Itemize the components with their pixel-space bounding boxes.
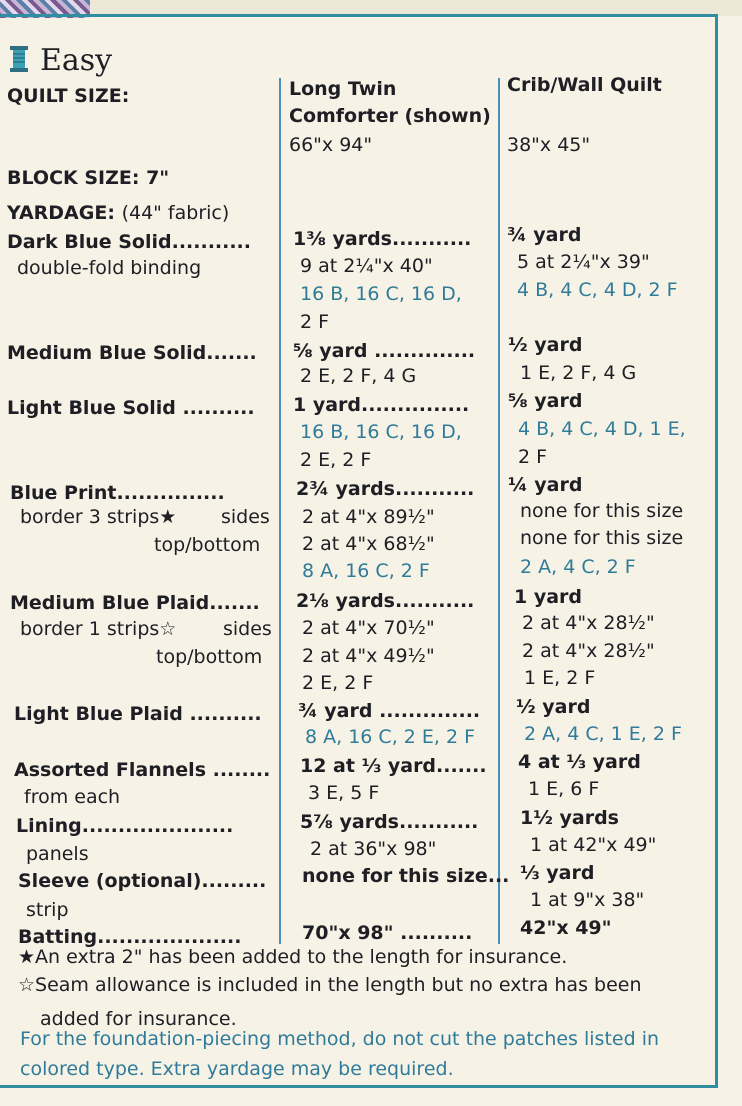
lining-c1-yardage: 5⅞ yards...........	[300, 811, 479, 833]
dark-blue-c2-cut: 5 at 2¼"x 39"	[517, 251, 650, 273]
medium-blue-c1-patches: 2 E, 2 F, 4 G	[300, 365, 417, 387]
medium-blue-c2-yardage: ½ yard	[508, 334, 583, 356]
flannels-label: Assorted Flannels ........	[14, 759, 271, 781]
light-blue-c2-patches-1: 4 B, 4 C, 4 D, 1 E,	[518, 418, 686, 440]
footnote-star: ★An extra 2" has been added to the length for insurance.	[18, 946, 568, 968]
light-plaid-c1-yardage: ¾ yard ..............	[298, 700, 481, 722]
blue-print-border-label: border 3 strips★	[20, 506, 177, 528]
thread-spool-icon	[8, 44, 30, 74]
blue-print-label: Blue Print...............	[10, 482, 225, 504]
dark-blue-sub: double-fold binding	[17, 257, 202, 279]
medium-plaid-label: Medium Blue Plaid.......	[10, 592, 260, 614]
batting-c2: 42"x 49"	[520, 917, 612, 939]
batting-c1: 70"x 98" ..........	[302, 922, 473, 944]
blue-print-c1-patches: 8 A, 16 C, 2 F	[302, 560, 430, 582]
col1-title-line1: Long Twin	[289, 78, 397, 100]
blue-print-c1-topbottom: 2 at 4"x 68½"	[302, 533, 435, 555]
medium-plaid-c2-yardage: 1 yard	[514, 586, 583, 608]
medium-plaid-c2-topbottom: 2 at 4"x 28½"	[522, 640, 655, 662]
dark-blue-c1-patches-2: 2 F	[300, 311, 330, 333]
light-blue-label: Light Blue Solid ..........	[7, 397, 255, 419]
light-blue-c2-yardage: ⅝ yard	[508, 390, 583, 412]
footnote-open-star-1: ☆Seam allowance is included in the length but no extra has been	[18, 974, 642, 996]
dark-blue-c1-yardage: 1⅜ yards...........	[293, 228, 472, 250]
sleeve-c1: none for this size...	[302, 865, 510, 887]
light-blue-c2-patches-2: 2 F	[518, 446, 548, 468]
dark-blue-c2-yardage: ¾ yard	[507, 224, 582, 246]
flannels-c1-patches: 3 E, 5 F	[308, 782, 380, 804]
sleeve-sub: strip	[26, 899, 69, 921]
col2-title: Crib/Wall Quilt	[507, 74, 662, 96]
medium-plaid-c2-patches: 1 E, 2 F	[524, 667, 596, 689]
yardage-label: YARDAGE: (44" fabric)	[7, 202, 230, 224]
medium-plaid-c1-sides: 2 at 4"x 70½"	[302, 617, 435, 639]
sleeve-label: Sleeve (optional).........	[18, 870, 267, 892]
footnote-foundation-1: For the foundation-piecing method, do not cut the patches listed in	[20, 1028, 660, 1050]
lining-label: Lining.....................	[16, 815, 234, 837]
light-plaid-label: Light Blue Plaid ..........	[14, 703, 262, 725]
medium-plaid-sides-label: sides	[223, 618, 272, 640]
quilt-size-label: QUILT SIZE:	[7, 85, 130, 107]
flannels-c2-yardage: 4 at ⅓ yard	[518, 751, 641, 773]
footnote-open-star-2: added for insurance.	[40, 1008, 237, 1030]
dark-blue-c1-cut: 9 at 2¼"x 40"	[300, 255, 433, 277]
light-plaid-c2-yardage: ½ yard	[516, 696, 591, 718]
blue-print-topbottom-label: top/bottom	[154, 534, 261, 556]
lining-c2-cut: 1 at 42"x 49"	[530, 834, 657, 856]
flannels-c1-yardage: 12 at ⅓ yard.......	[300, 755, 487, 777]
lining-sub: panels	[26, 843, 89, 865]
light-plaid-c2-patches: 2 A, 4 C, 1 E, 2 F	[524, 723, 682, 745]
column-rule-2	[498, 78, 500, 944]
light-blue-c1-yardage: 1 yard...............	[293, 394, 470, 416]
blue-print-c2-topbottom: none for this size	[520, 527, 684, 549]
blue-print-c2-sides: none for this size	[520, 500, 684, 522]
light-blue-c1-patches-1: 16 B, 16 C, 16 D,	[300, 421, 462, 443]
footnote-foundation-2: colored type. Extra yardage may be required.	[20, 1058, 454, 1080]
medium-blue-c1-yardage: ⅝ yard ..............	[293, 340, 476, 362]
sleeve-c2-cut: 1 at 9"x 38"	[530, 889, 645, 911]
dark-blue-c2-patches: 4 B, 4 C, 4 D, 2 F	[517, 279, 678, 301]
medium-plaid-c1-patches: 2 E, 2 F	[302, 672, 374, 694]
difficulty-title: Easy	[40, 43, 113, 78]
blue-print-c1-yardage: 2¾ yards...........	[296, 478, 475, 500]
col1-title-line2: Comforter (shown)	[289, 105, 491, 127]
dark-blue-c1-patches-1: 16 B, 16 C, 16 D,	[300, 283, 462, 305]
light-blue-c1-patches-2: 2 E, 2 F	[300, 449, 372, 471]
block-size-label: BLOCK SIZE: 7"	[7, 167, 170, 189]
medium-plaid-c2-sides: 2 at 4"x 28½"	[522, 612, 655, 634]
lining-c2-yardage: 1½ yards	[520, 807, 619, 829]
blue-print-sides-label: sides	[221, 506, 270, 528]
batting-label: Batting....................	[18, 926, 242, 948]
blue-print-c2-yardage: ¼ yard	[508, 474, 583, 496]
col2-size: 38"x 45"	[507, 134, 591, 156]
flannels-c2-patches: 1 E, 6 F	[528, 778, 600, 800]
light-plaid-c1-patches: 8 A, 16 C, 2 E, 2 F	[305, 726, 476, 748]
blue-print-c2-patches: 2 A, 4 C, 2 F	[520, 556, 636, 578]
column-rule-1	[279, 78, 281, 944]
medium-plaid-c1-yardage: 2⅛ yards...........	[296, 590, 475, 612]
blue-print-c1-sides: 2 at 4"x 89½"	[302, 506, 435, 528]
col1-size: 66"x 94"	[289, 134, 373, 156]
medium-blue-c2-patches: 1 E, 2 F, 4 G	[520, 362, 637, 384]
dark-blue-label: Dark Blue Solid...........	[7, 231, 251, 253]
medium-plaid-topbottom-label: top/bottom	[156, 646, 263, 668]
medium-blue-label: Medium Blue Solid.......	[7, 342, 257, 364]
sleeve-c2-yardage: ⅓ yard	[520, 862, 595, 884]
lining-c1-cut: 2 at 36"x 98"	[310, 838, 437, 860]
flannels-sub: from each	[24, 786, 121, 808]
medium-plaid-border-label: border 1 strips☆	[20, 618, 177, 640]
medium-plaid-c1-topbottom: 2 at 4"x 49½"	[302, 645, 435, 667]
